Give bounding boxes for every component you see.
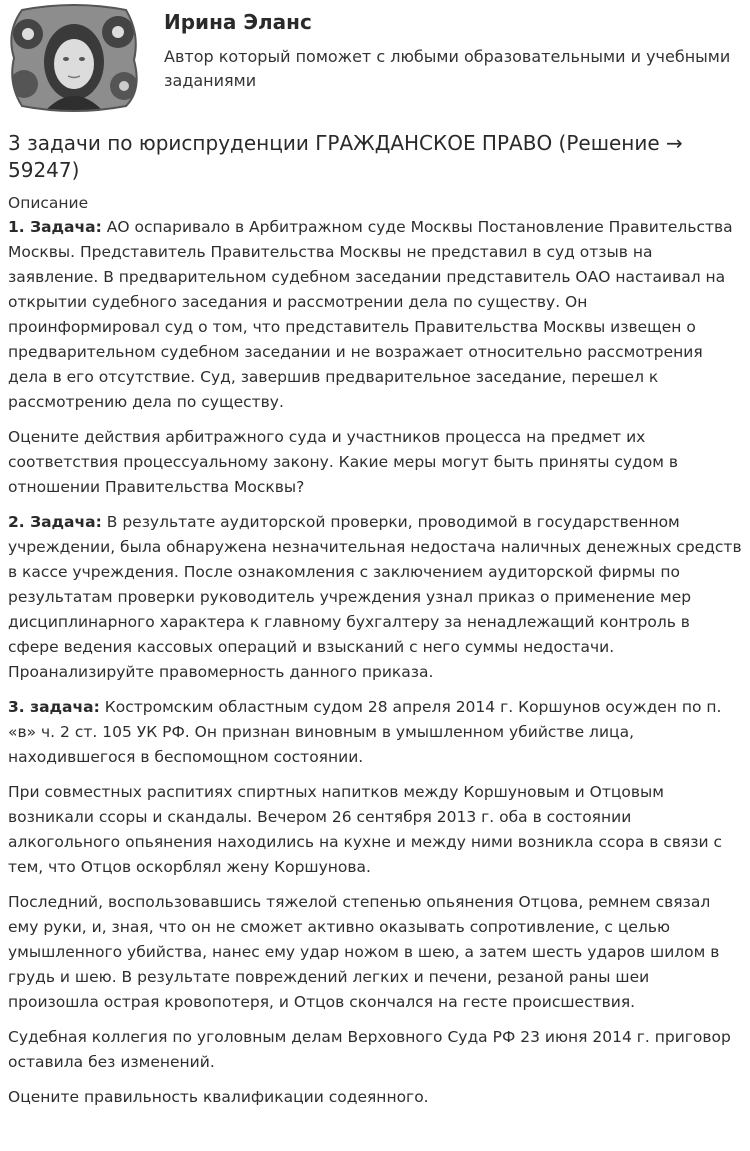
task-1-question	[8, 425, 744, 500]
task-1-lead: 1. Задача:	[8, 218, 102, 236]
author-description: Автор который поможет с любыми образовательными и учебными заданиями	[164, 47, 731, 90]
task-1-text: АО оспаривало в Арбитражном суде Москвы Постановление Правительства Москвы. Представитель Правительства Москвы не представил в суд отзыв на заявление. В предварительном судебном заседании представитель ОАО настаивал на открытии судебного заседания и рассмотрении дела по существу. Он проинформировал суд о том, что представитель Правительства Москвы извещен о предварительном судебном заседании и не возражает относительно рассмотрения дела в его отсутствие. Суд, завершив предварительное заседание, перешел к рассмотрению дела по существу.	[8, 218, 733, 411]
task-3-appeal	[8, 1025, 744, 1075]
article	[8, 130, 744, 1120]
task-2-lead: 2. Задача:	[8, 513, 102, 531]
description-label: Описание	[8, 194, 89, 212]
author-card	[0, 0, 750, 120]
task-3-events	[8, 890, 744, 1015]
author-avatar[interactable]	[6, 4, 142, 112]
task-3-circumstances	[8, 780, 744, 880]
task-3-circumstances-text: При совместных распитиях спиртных напитков между Коршуновым и Отцовым возникали ссоры и скандалы. Вечером 26 сентября 2013 г. оба в состоянии алкогольного опьянения находились на кухне и между ними возникла ссора в связи с тем, что Отцов оскорблял жену Коршунова.	[8, 783, 723, 876]
task-2-text: В результате аудиторской проверки, проводимой в государственном учреждении, была обнаружена незначительная недостача наличных денежных средств в кассе учреждения. После ознакомления с заключением аудиторской фирмы по результатам проверки руководитель учреждения узнал приказ о применение мер дисциплинарного характера к главному бухгалтеру за ненадлежащий контроль в сфере ведения кассовых операций и взысканий с него суммы недостачи. Проанализируйте правомерность данного приказа.	[8, 513, 742, 681]
task-2-paragraph	[8, 510, 744, 685]
task-3-question	[8, 1085, 744, 1110]
task-1-question-text: Оцените действия арбитражного суда и участников процесса на предмет их соответствия процессуальному закону. Какие меры могут быть приняты судом в отношении Правительства Москвы?	[8, 428, 679, 496]
author-name[interactable]: Ирина Эланс	[164, 10, 312, 34]
task-3-paragraph	[8, 695, 744, 770]
task-3-question-text: Оцените правильность квалификации содеянного.	[8, 1088, 429, 1106]
task-3-appeal-text: Судебная коллегия по уголовным делам Верховного Суда РФ 23 июня 2014 г. приговор оставила без изменений.	[8, 1028, 731, 1071]
article-title: 3 задачи по юриспруденции ГРАЖДАНСКОЕ ПРАВО (Решение → 59247)	[8, 131, 683, 182]
task-3-events-text: Последний, воспользовавшись тяжелой степенью опьянения Отцова, ремнем связал ему руки, и, зная, что он не сможет активно оказывать сопротивление, с целью умышленного убийства, нанес ему удар ножом в шею, а затем шесть ударов шилом в грудь и шею. В результате повреждений легких и печени, резаной раны шеи произошла острая кровопотеря, и Отцов скончался на гесте происшествия.	[8, 893, 720, 1011]
task-3-text: Костромским областным судом 28 апреля 2014 г. Коршунов осужден по п. «в» ч. 2 ст. 105 УК РФ. Он признан виновным в умышленном убийстве лица, находившегося в беспомощном состоянии.	[8, 698, 722, 766]
task-1-paragraph	[8, 215, 744, 415]
task-3-lead: 3. задача:	[8, 698, 100, 716]
